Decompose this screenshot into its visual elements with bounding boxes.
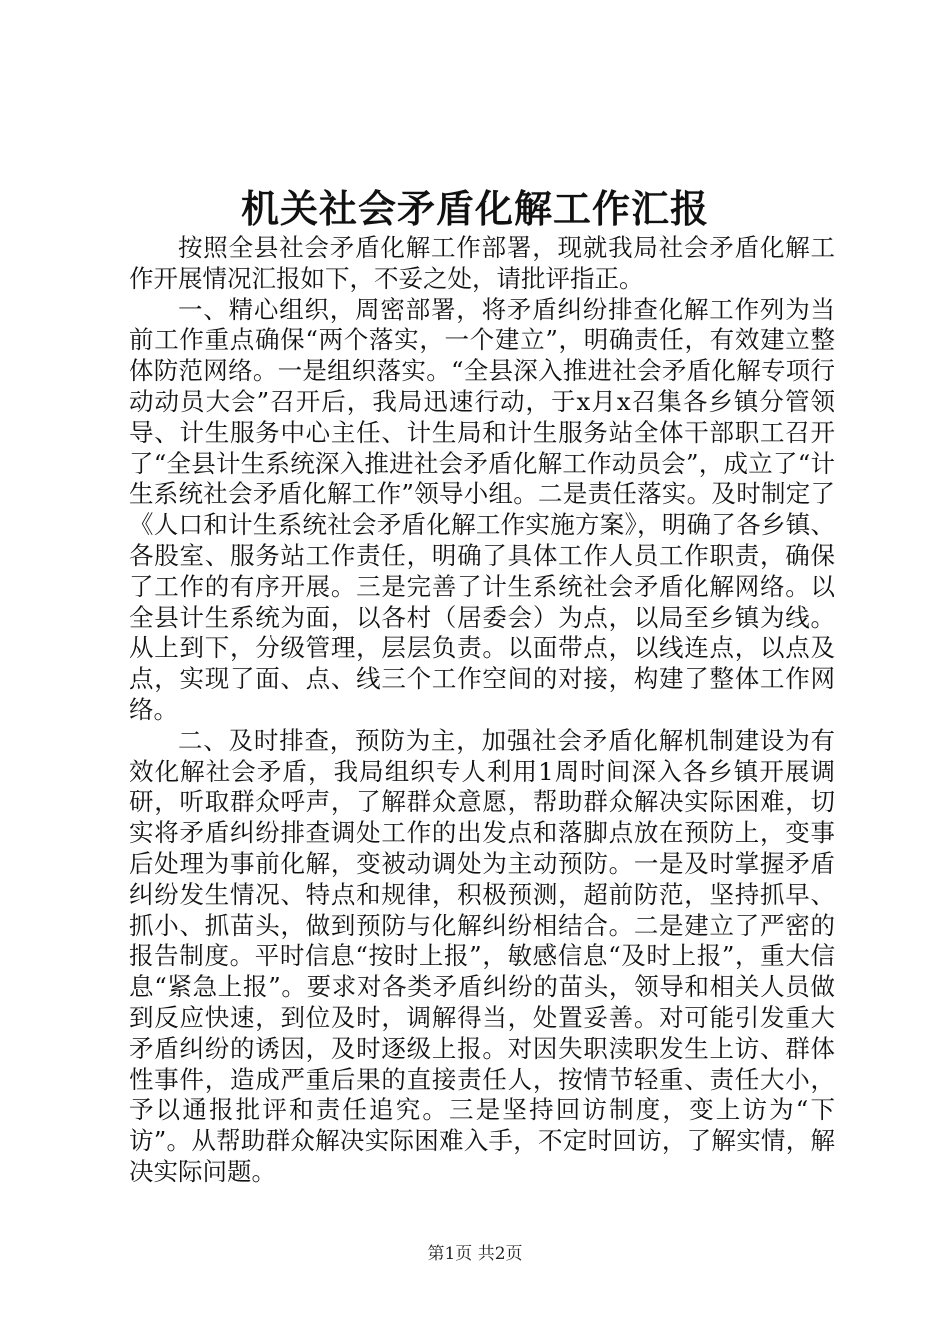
paragraph-intro: 按照全县社会矛盾化解工作部署，现就我局社会矛盾化解工作开展情况汇报如下，不妥之处，请批评指正。: [129, 233, 835, 293]
page-number-footer: 第1页 共2页: [427, 1244, 523, 1264]
document-title: 机关社会矛盾化解工作汇报: [240, 186, 709, 231]
paragraph-section-2: 二、及时排查，预防为主，加强社会矛盾化解机制建设为有效化解社会矛盾，我局组织专人利用1周时间深入各乡镇开展调研，听取群众呼声，了解群众意愿，帮助群众解决实际困难，切实将矛盾纠纷排查调处工作的出发点和落脚点放在预防上，变事后处理为事前化解，变被动调处为主动预防。一是及时掌握矛盾纠纷发生情况、特点和规律，积极预测，超前防范，坚持抓早、抓小、抓苗头，做到预防与化解纠纷相结合。二是建立了严密的报告制度。平时信息“按时上报”，敏感信息“及时上报”，重大信息“紧急上报”。要求对各类矛盾纠纷的苗头，领导和相关人员做到反应快速，到位及时，调解得当，处置妥善。对可能引发重大矛盾纠纷的诱因，及时逐级上报。对因失职渎职发生上访、群体性事件，造成严重后果的直接责任人，按情节轻重、责任大小，予以通报批评和责任追究。三是坚持回访制度，变上访为“下访”。从帮助群众解决实际困难入手，不定时回访，了解实情，解决实际问题。: [129, 725, 835, 1186]
document-body: [129, 233, 835, 1188]
paragraph-section-1: 一、精心组织，周密部署，将矛盾纠纷排查化解工作列为当前工作重点确保“两个落实，一个建立”，明确责任，有效建立整体防范网络。一是组织落实。“全县深入推进社会矛盾化解专项行动动员大会”召开后，我局迅速行动，于x月x召集各乡镇分管领导、计生服务中心主任、计生局和计生服务站全体干部职工召开了“全县计生系统深入推进社会矛盾化解工作动员会”，成立了“计生系统社会矛盾化解工作”领导小组。二是责任落实。及时制定了《人口和计生系统社会矛盾化解工作实施方案》，明确了各乡镇、各股室、服务站工作责任，明确了具体工作人员工作职责，确保了工作的有序开展。三是完善了计生系统社会矛盾化解网络。以全县计生系统为面，以各村（居委会）为点，以局至乡镇为线。从上到下，分级管理，层层负责。以面带点，以线连点，以点及点，实现了面、点、线三个工作空间的对接，构建了整体工作网络。: [129, 294, 835, 724]
